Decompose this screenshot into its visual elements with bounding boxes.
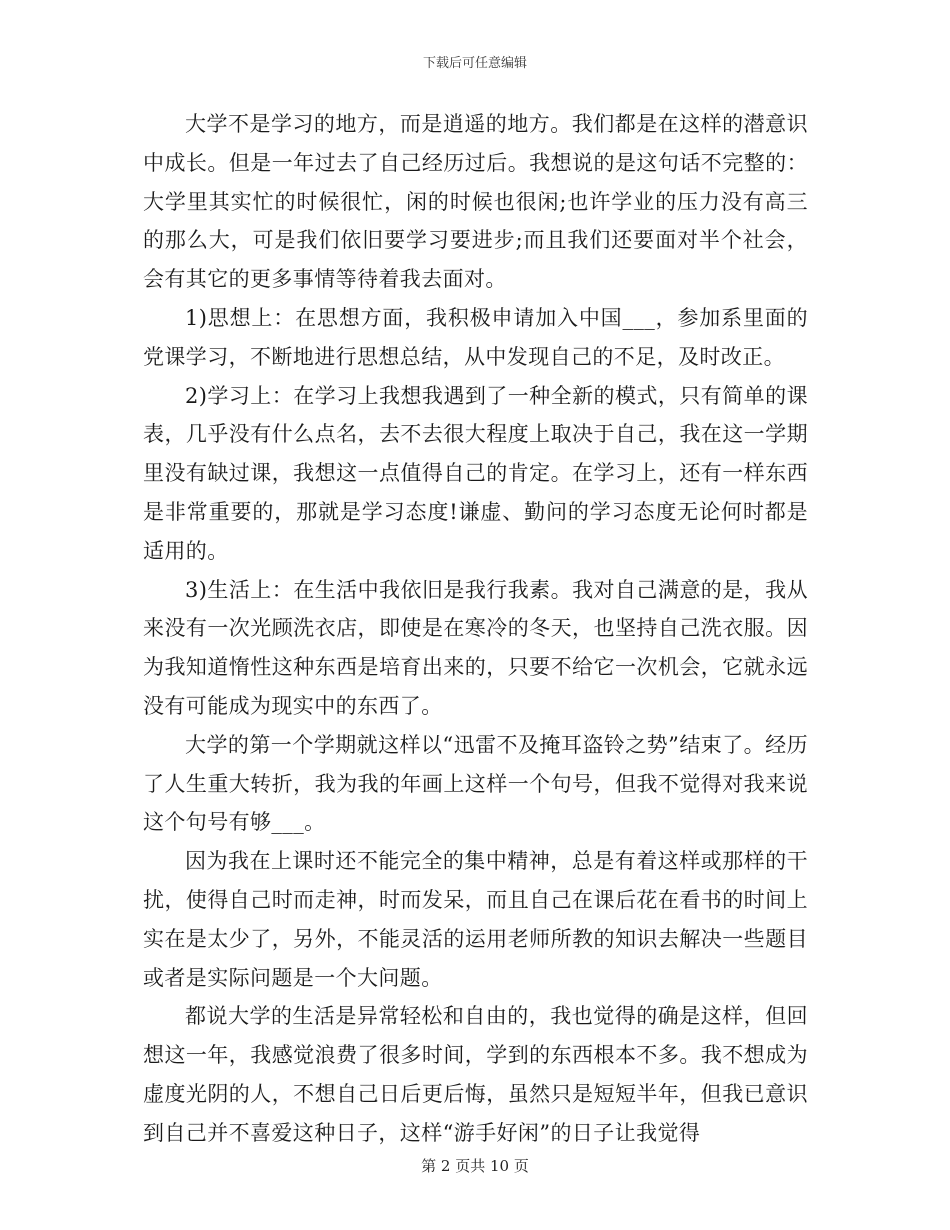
page-header: 下载后可任意编辑 — [422, 56, 527, 71]
page-footer: 第 2 页共 10 页 — [421, 1157, 529, 1175]
paragraph: 2)学习上：在学习上我想我遇到了一种全新的模式，只有简单的课表，几乎没有什么点名，去不去很大程度上取决于自己，我在这一学期里没有缺过课，我想这一点值得自己的肯定。在学习上，还有一样东西是非常重要的，那就是学习态度!谦虚、勤问的学习态度无论何时都是适用的。 — [143, 383, 808, 563]
paragraph: 大学的第一个学期就这样以“迅雷不及掩耳盗铃之势”结束了。经历了人生重大转折，我为我的年画上这样一个句号，但我不觉得对我来说这个句号有够___。 — [143, 732, 808, 835]
document-body — [143, 105, 808, 1153]
paragraph: 3)生活上：在生活中我依旧是我行我素。我对自己满意的是，我从来没有一次光顾洗衣店，即使是在寒冷的冬天，也坚持自己洗衣服。因为我知道惰性这种东西是培育出来的，只要不给它一次机会，它就永远没有可能成为现实中的东西了。 — [143, 577, 808, 718]
paragraph: 大学不是学习的地方，而是逍遥的地方。我们都是在这样的潜意识中成长。但是一年过去了自己经历过后。我想说的是这句话不完整的：大学里其实忙的时候很忙，闲的时候也很闲;也许学业的压力没有高三的那么大，可是我们依旧要学习要进步;而且我们还要面对半个社会，会有其它的更多事情等待着我去面对。 — [143, 112, 808, 292]
paragraph: 都说大学的生活是异常轻松和自由的，我也觉得的确是这样，但回想这一年，我感觉浪费了很多时间，学到的东西根本不多。我不想成为虚度光阴的人，不想自己日后更后悔，虽然只是短短半年，但我已意识到自己并不喜爱这种日子，这样“游手好闲”的日子让我觉得 — [143, 1004, 808, 1145]
paragraph: 1)思想上：在思想方面，我积极申请加入中国___，参加系里面的党课学习，不断地进行思想总结，从中发现自己的不足，及时改正。 — [143, 305, 808, 369]
paragraph: 因为我在上课时还不能完全的集中精神，总是有着这样或那样的干扰，使得自己时而走神，时而发呆，而且自己在课后花在看书的时间上实在是太少了，另外，不能灵活的运用老师所教的知识去解决一些题目或者是实际问题是一个大问题。 — [143, 849, 808, 990]
